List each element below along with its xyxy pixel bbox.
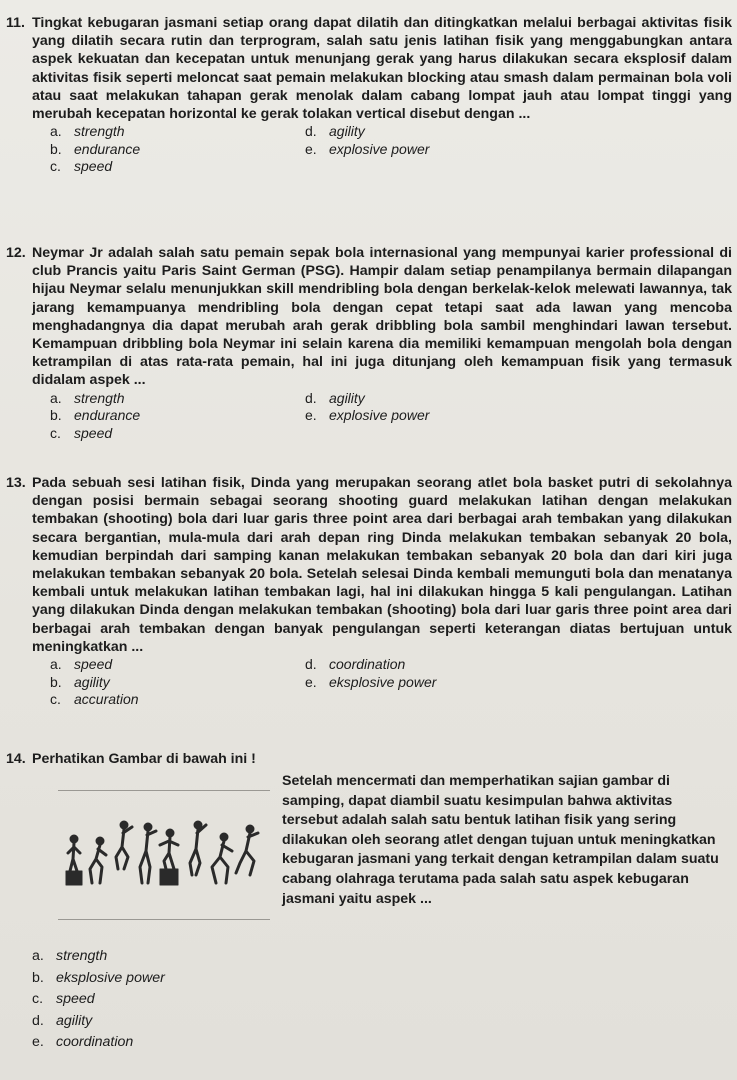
option-d[interactable]: d. agility <box>305 123 365 140</box>
option-b[interactable]: b. agility <box>50 673 110 690</box>
question-14 <box>6 750 732 768</box>
option-b[interactable]: b. endurance <box>50 407 141 424</box>
question-12 <box>6 244 732 442</box>
option-c[interactable]: c. speed <box>50 158 113 175</box>
plyo-box-icon <box>160 869 178 885</box>
question-13 <box>6 474 732 709</box>
option-c[interactable]: c. speed <box>50 424 113 441</box>
options-list <box>50 656 732 709</box>
option-a[interactable]: a. strength <box>32 948 108 964</box>
question-number: 14. <box>6 751 26 767</box>
question-text: Neymar Jr adalah salah satu pemain sepak bola internasional yang mempunyai karier professional di club Prancis yaitu Paris Saint German (PSG). Hampir dalam setiap penampilanya bermain dilapangan hijau Neymar selalu menunjukkan skill mendribling bola dengan berkelak-kelok melewati lawannya, tak jarang kemampuanya mendribling bola dengan cepat tetapi saat ada lawan yang mencoba menghadangnya dia dapat merubah arah gerak dribbling bola sambil menghindari lawan tersebut. Kemampuan dribbling bola Neymar ini selain karena dia memiliki kemampuan mengolah bola dengan ketrampilan di atas rata-rata pemain, hal ini juga ditunjang oleh kemampuan fisik yang termasuk didalam aspek ... <box>32 245 732 389</box>
option-a[interactable]: a. speed <box>50 656 113 673</box>
question-number: 11. <box>6 15 25 31</box>
option-b[interactable]: b. eksplosive power <box>32 969 165 986</box>
question-text: Pada sebuah sesi latihan fisik, Dinda yang merupakan seorang atlet bola basket putri di sekolahnya dengan posisi bermain sebagai seorang shooting guard melakukan latihan dengan melakukan tembakan (shooting) bola dari luar garis three point area dari berbagai arah tembakan yang dilakukan secara bergantian, mula-mula dari arah depan ring Dinda melakukan tembakan sebanyak 20 bola, kemudian berpindah dari samping kanan melakukan tembakan sebanyak 20 bola dan dari kiri juga melakukan tembakan sebanyak 20 bola. Setelah selesai Dinda kembali memunguti bola dan menatanya kembali untuk melakukan latihan tembakan lagi, hal ini dilakukan hingga 5 kali pengulangan. Latihan yang dilakukan Dinda dengan melakukan tembakan (shooting) bola dari luar garis three point area dari berbagai arah tembakan dengan banyak pengulangan seperti keterangan diatas bertujuan untuk meningkatkan ... <box>32 475 732 655</box>
box-jump-sequence-illustration <box>60 811 268 901</box>
option-d[interactable]: d. agility <box>305 389 365 406</box>
option-b[interactable]: b. endurance <box>50 140 141 157</box>
figure-box <box>58 790 270 920</box>
option-d[interactable]: d. agility <box>32 1012 93 1029</box>
question-number: 13. <box>6 475 26 491</box>
option-e[interactable]: e. explosive power <box>305 140 430 157</box>
option-e[interactable]: e. eksplosive power <box>305 673 437 690</box>
question-14-description: Setelah mencermati dan memperhatikan sajian gambar di samping, dapat diambil suatu kesimpulan bahwa aktivitas tersebut adalah salah satu bentuk latihan fisik yang sering dilakukan oleh seorang atlet dengan tujuan untuk meningkatkan kebugaran jasmani yang terkait dengan ketrampilan dalam suatu cabang olahraga terutama pada salah satu aspek kebugaran jasmani yaitu aspek ... <box>282 773 719 907</box>
option-a[interactable]: a. strength <box>50 389 125 406</box>
option-c[interactable]: c. speed <box>32 991 95 1008</box>
question-11 <box>6 14 732 176</box>
plyo-box-icon <box>66 871 82 885</box>
options-list <box>50 123 732 176</box>
question-text: Tingkat kebugaran jasmani setiap orang dapat dilatih dan ditingkatkan melalui berbagai aktivitas fisik yang dilatih secara rutin dan terprogram, salah satu jenis latihan fisik yang menggabungkan antara aspek kekuatan dan kecepatan untuk menunjang gerak yang harus dilakukan secara eksplosif dalam aktivitas fisik seperti meloncat saat pemain melakukan blocking atau smash dalam permainan bola voli atau saat melakukan tahapan gerak menolak dalam cabang lompat jauh atau lompat tinggi yang merubah kecepatan horizontal ke gerak tolakan vertical disebut dengan ... <box>32 15 732 123</box>
option-a[interactable]: a. strength <box>50 123 125 140</box>
options-list <box>50 390 732 443</box>
question-number: 12. <box>6 245 26 261</box>
option-e[interactable]: e. explosive power <box>305 407 430 424</box>
options-list <box>32 946 165 1054</box>
option-d[interactable]: d. coordination <box>305 656 406 673</box>
option-c[interactable]: c. accuration <box>50 691 139 708</box>
option-e[interactable]: e. coordination <box>32 1034 134 1051</box>
question-text: Perhatikan Gambar di bawah ini ! <box>32 751 256 767</box>
